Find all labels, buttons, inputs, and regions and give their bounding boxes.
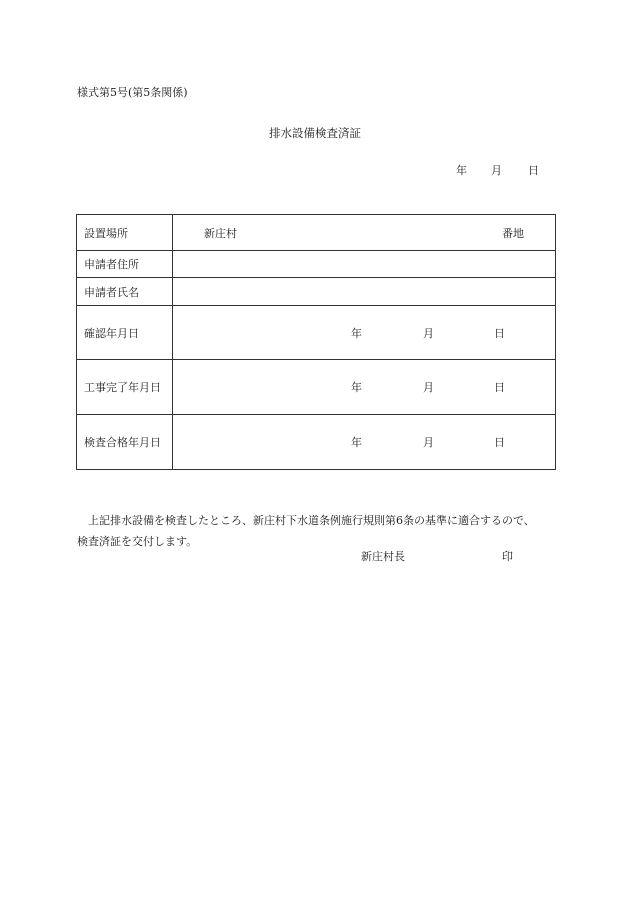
- confirmation-year: 年: [351, 326, 362, 340]
- value-applicant-name[interactable]: [173, 278, 556, 306]
- completion-month: 月: [423, 381, 434, 394]
- certification-text-line2: 検査済証を交付します。: [77, 535, 198, 548]
- row-confirmation-date: [77, 306, 556, 360]
- inspection-pass-month: 月: [423, 436, 434, 449]
- value-installation-location[interactable]: [173, 215, 556, 251]
- label-applicant-name: 申請者氏名: [77, 278, 173, 306]
- seal-mark: 印: [502, 550, 513, 563]
- inspection-table: [76, 214, 556, 470]
- value-completion-date[interactable]: [173, 360, 556, 415]
- issue-date-year: 年: [456, 164, 467, 177]
- confirmation-day: 日: [494, 326, 505, 340]
- inspection-pass-year: 年: [351, 436, 362, 449]
- village-name: 新庄村: [204, 226, 237, 240]
- value-inspection-pass-date[interactable]: [173, 415, 556, 470]
- row-installation-location: [77, 215, 556, 251]
- address-suffix: 番地: [502, 226, 524, 240]
- label-confirmation-date: 確認年月日: [77, 306, 173, 360]
- row-completion-date: [77, 360, 556, 415]
- row-applicant-address: [77, 251, 556, 278]
- label-inspection-pass-date: 検査合格年月日: [77, 415, 173, 470]
- form-number: 様式第5号(第5条関係): [77, 86, 188, 99]
- value-confirmation-date[interactable]: [173, 306, 556, 360]
- label-installation-location: 設置場所: [77, 215, 173, 251]
- row-applicant-name: [77, 278, 556, 306]
- issue-date-month: 月: [491, 164, 502, 177]
- label-completion-date: 工事完了年月日: [77, 360, 173, 415]
- document-title: 排水設備検査済証: [269, 126, 361, 140]
- issue-date-day: 日: [528, 164, 539, 177]
- certification-text-line1: 上記排水設備を検査したところ、新庄村下水道条例施行規則第6条の基準に適合するので、: [88, 514, 535, 527]
- completion-year: 年: [351, 381, 362, 394]
- inspection-pass-day: 日: [494, 436, 505, 449]
- confirmation-month: 月: [423, 326, 434, 340]
- issuer-title: 新庄村長: [361, 550, 405, 563]
- value-applicant-address[interactable]: [173, 251, 556, 278]
- certification-text: [77, 510, 562, 552]
- row-inspection-pass-date: [77, 415, 556, 470]
- completion-day: 日: [494, 381, 505, 394]
- label-applicant-address: 申請者住所: [77, 251, 173, 278]
